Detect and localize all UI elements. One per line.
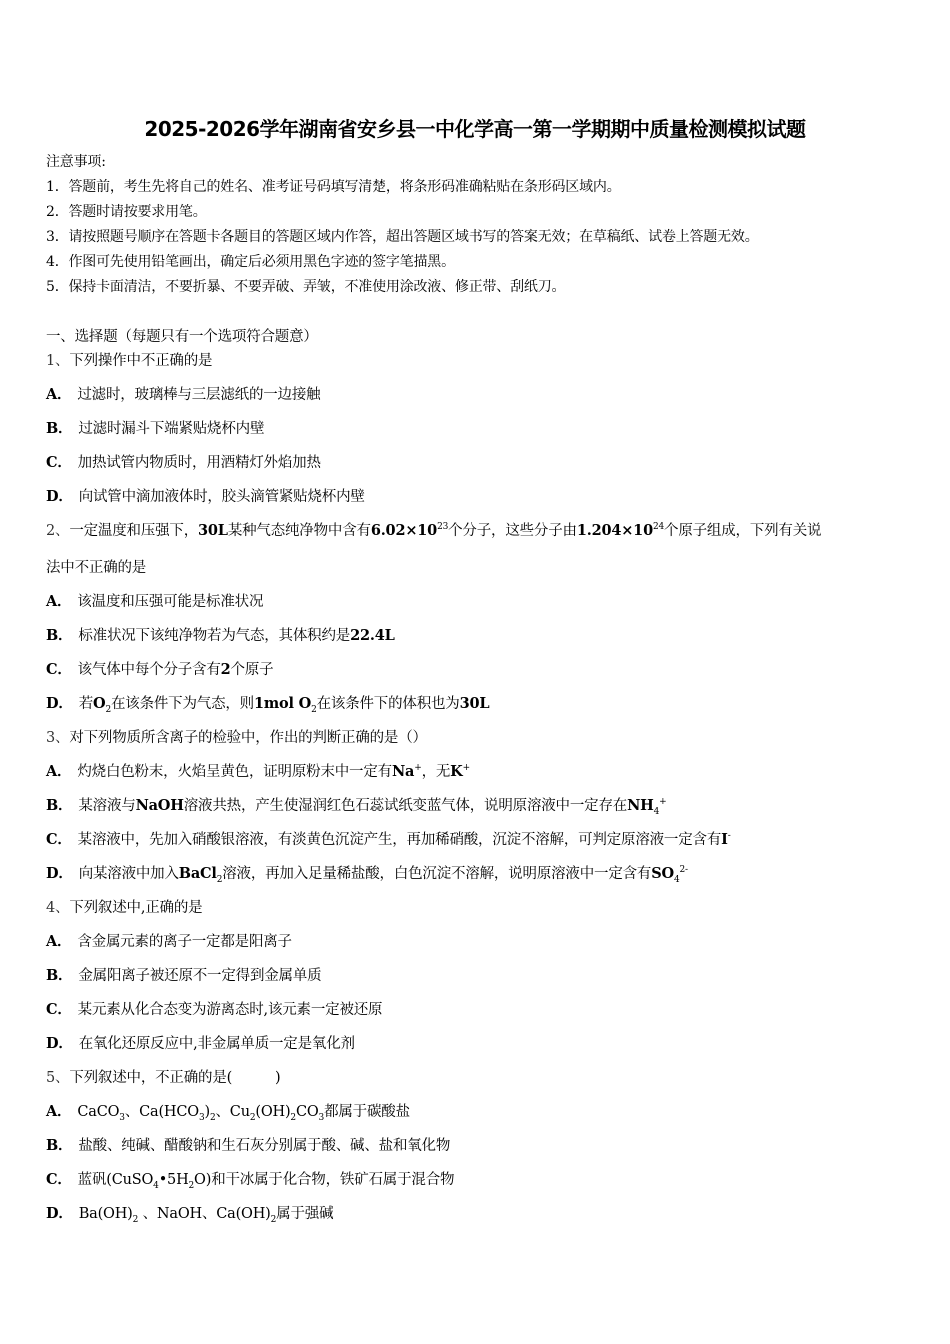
option-text: 过滤时，玻璃棒与三层滤纸的一边接触 xyxy=(77,387,321,403)
question-number: 5、 xyxy=(46,1070,70,1086)
q3-option-a: A． 灼烧白色粉末，火焰呈黄色，证明原粉末中一定有Na+，无K+ xyxy=(46,763,470,780)
q2-option-d: D． 若$O_2$在该条件下为气态，则1mol $O_2$在该条件下的体积也为30L xyxy=(46,695,490,715)
q3-option-c: C． 某溶液中，先加入硝酸银溶液，有淡黄色沉淀产生，再加稀硝酸，沉淀不溶解，可判定原溶液一定含有I- xyxy=(46,831,731,848)
option-letter: B． xyxy=(46,420,73,437)
option-text: 某元素从化合态变为游离态时,该元素一定被还原 xyxy=(77,1002,383,1018)
question-text: 下列叙述中，不正确的是( ) xyxy=(69,1070,281,1086)
option-letter: A． xyxy=(46,763,72,780)
q5-option-c: C． 蓝矾$(CuSO_4•5H_2O)$和干冰属于化合物，铁矿石属于混合物 xyxy=(46,1171,455,1191)
question-number: 1、 xyxy=(46,353,70,369)
option-letter: A． xyxy=(46,386,72,403)
option-letter: B． xyxy=(46,627,73,644)
option-letter: A． xyxy=(46,933,72,950)
option-letter: C． xyxy=(46,831,72,848)
question-2-stem: 2、一定温度和压强下，30L某种气态纯净物中含有$6.02\times 10^{23}$个分子，这些分子由$1.204\times 10^{24}$个原子组成，下列有关说 xyxy=(46,522,822,539)
option-letter: A． xyxy=(46,1103,72,1120)
q3-option-d: D． 向某溶液中加入BaCl$_2$溶液，再加入足量稀盐酸，白色沉淀不溶解，说明原溶液中一定含有$SO_4^{2-}$ xyxy=(46,865,688,885)
note-item: 5．保持卡面清洁，不要折暴、不要弄破、弄皱，不准使用涂改液、修正带、刮纸刀。 xyxy=(46,279,566,295)
note-item: 3．请按照题号顺序在答题卡各题目的答题区域内作答，超出答题区域书写的答案无效；在草稿纸、试卷上答题无效。 xyxy=(46,229,759,245)
option-letter: C． xyxy=(46,661,72,678)
q1-option-a xyxy=(46,385,320,405)
option-letter: B． xyxy=(46,797,73,814)
q1-option-d xyxy=(46,487,365,507)
question-number: 4、 xyxy=(46,900,70,916)
q4-option-d xyxy=(46,1034,355,1054)
question-text: 下列操作中不正确的是 xyxy=(69,353,213,369)
option-letter: D． xyxy=(46,865,73,882)
q4-option-b xyxy=(46,966,321,986)
q2-option-c: C． 该气体中每个分子含有2个原子 xyxy=(46,661,274,678)
question-number: 3、 xyxy=(46,730,70,746)
option-text: 含金属元素的离子一定都是阳离子 xyxy=(77,934,292,950)
option-letter: C． xyxy=(46,1171,72,1188)
q4-option-a xyxy=(46,932,292,952)
option-letter: D． xyxy=(46,488,73,505)
question-text: 下列叙述中,正确的是 xyxy=(69,900,203,916)
option-letter: D． xyxy=(46,695,73,712)
notes-heading: 注意事项: xyxy=(46,154,106,170)
question-4-stem xyxy=(46,898,202,918)
option-letter: B． xyxy=(46,1137,73,1154)
option-letter: D． xyxy=(46,1205,73,1222)
q1-option-b xyxy=(46,419,264,439)
option-text: 向试管中滴加液体时，胶头滴管紧贴烧杯内壁 xyxy=(78,489,365,505)
note-item: 2．答题时请按要求用笔。 xyxy=(46,204,207,220)
option-text: 过滤时漏斗下端紧贴烧杯内壁 xyxy=(78,421,265,437)
q3-option-b: B． 某溶液与NaOH溶液共热，产生使湿润红色石蕊试纸变蓝气体，说明原溶液中一定存在$NH_4^+$ xyxy=(46,797,667,817)
question-text: 对下列物质所含离子的检验中，作出的判断正确的是（） xyxy=(69,730,427,746)
question-5-stem xyxy=(46,1068,280,1088)
q2-option-b: B． 标准状况下该纯净物若为气态，其体积约是22.4L xyxy=(46,627,395,644)
question-1-stem xyxy=(46,351,212,371)
question-3-stem xyxy=(46,728,427,748)
option-text: 金属阳离子被还原不一定得到金属单质 xyxy=(78,968,322,984)
page-title: 2025-2026学年湖南省安乡县一中化学高一第一学期期中质量检测模拟试题 xyxy=(144,117,806,141)
option-letter: A． xyxy=(46,593,72,610)
note-item: 4．作图可先使用铅笔画出，确定后必须用黑色字迹的签字笔描黑。 xyxy=(46,254,455,270)
q1-option-c xyxy=(46,453,321,473)
option-text: 该温度和压强可能是标准状况 xyxy=(77,594,264,610)
option-letter: B． xyxy=(46,967,73,984)
note-item: 1．答题前，考生先将自己的姓名、准考证号码填写清楚，将条形码准确粘贴在条形码区域内。 xyxy=(46,179,621,195)
q5-option-a: A． CaCO$_3$、$Ca(HCO_3)_2$、$Cu_2(OH)_2CO_3$都属于碳酸盐 xyxy=(46,1103,410,1123)
question-2-stem-cont: 法中不正确的是 xyxy=(46,560,147,576)
option-text: 加热试管内物质时，用酒精灯外焰加热 xyxy=(77,455,321,471)
q5-option-d: D． $Ba(OH)_2$ 、NaOH、$Ca(OH)_2$属于强碱 xyxy=(46,1205,334,1225)
q5-option-b: B． 盐酸、纯碱、醋酸钠和生石灰分别属于酸、碱、盐和氧化物 xyxy=(46,1137,451,1154)
question-number: 2、 xyxy=(46,523,70,539)
option-letter: C． xyxy=(46,1001,72,1018)
option-text: 在氧化还原反应中,非金属单质一定是氧化剂 xyxy=(78,1036,355,1052)
option-letter: C． xyxy=(46,454,72,471)
q4-option-c xyxy=(46,1000,382,1020)
option-letter: D． xyxy=(46,1035,73,1052)
q2-option-a xyxy=(46,592,263,612)
section-heading: 一、选择题（每题只有一个选项符合题意） xyxy=(46,329,318,345)
